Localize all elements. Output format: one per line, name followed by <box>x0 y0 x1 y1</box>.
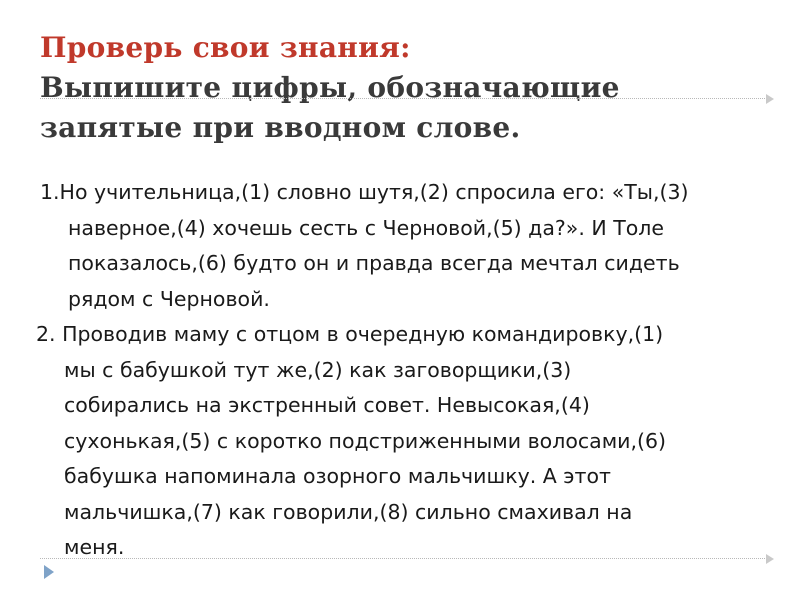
paragraph-2-line: меня. <box>64 535 125 559</box>
divider-arrow-icon <box>766 94 774 104</box>
paragraph-2-line: 2. Проводив маму с отцом в очередную командировку,(1) <box>36 322 664 346</box>
paragraph-1-line: показалось,(6) будто он и правда всегда мечтал сидеть <box>68 251 680 275</box>
title-line-3: запятые при вводном слове. <box>40 111 521 144</box>
paragraph-2-line: мы с бабушкой тут же,(2) как заговорщики,(3) <box>64 357 572 382</box>
paragraph-2-line: сухонькая,(5) с коротко подстриженными волосами,(6) <box>64 428 667 453</box>
paragraph-2-line: мальчишка,(7) как говорили,(8) сильно смахивал на <box>64 499 633 524</box>
title-line-2: Выпишите цифры, обозначающие <box>40 71 620 104</box>
paragraph-1-line: рядом с Черновой. <box>68 286 270 311</box>
paragraph-1-line: наверное,(4) хочешь сесть с Черновой,(5) да?». И Толе <box>68 215 665 240</box>
triangle-right-icon[interactable] <box>44 565 54 579</box>
paragraph-2-line: собирались на экстренный совет. Невысокая,(4) <box>64 393 590 417</box>
footer-divider-arrow-icon <box>766 554 774 564</box>
paragraph-2-line: бабушка напоминала озорного мальчишку. А этот <box>64 464 611 488</box>
slide-title <box>40 28 780 148</box>
title-line-1: Проверь свои знания: <box>40 31 411 64</box>
exercise-paragraph-1 <box>40 175 780 317</box>
footer-divider <box>40 558 765 559</box>
exercise-paragraph-2 <box>36 317 776 566</box>
paragraph-1-line: 1.Но учительница,(1) словно шутя,(2) спросила его: «Ты,(3) <box>40 180 689 204</box>
title-divider <box>40 98 765 99</box>
